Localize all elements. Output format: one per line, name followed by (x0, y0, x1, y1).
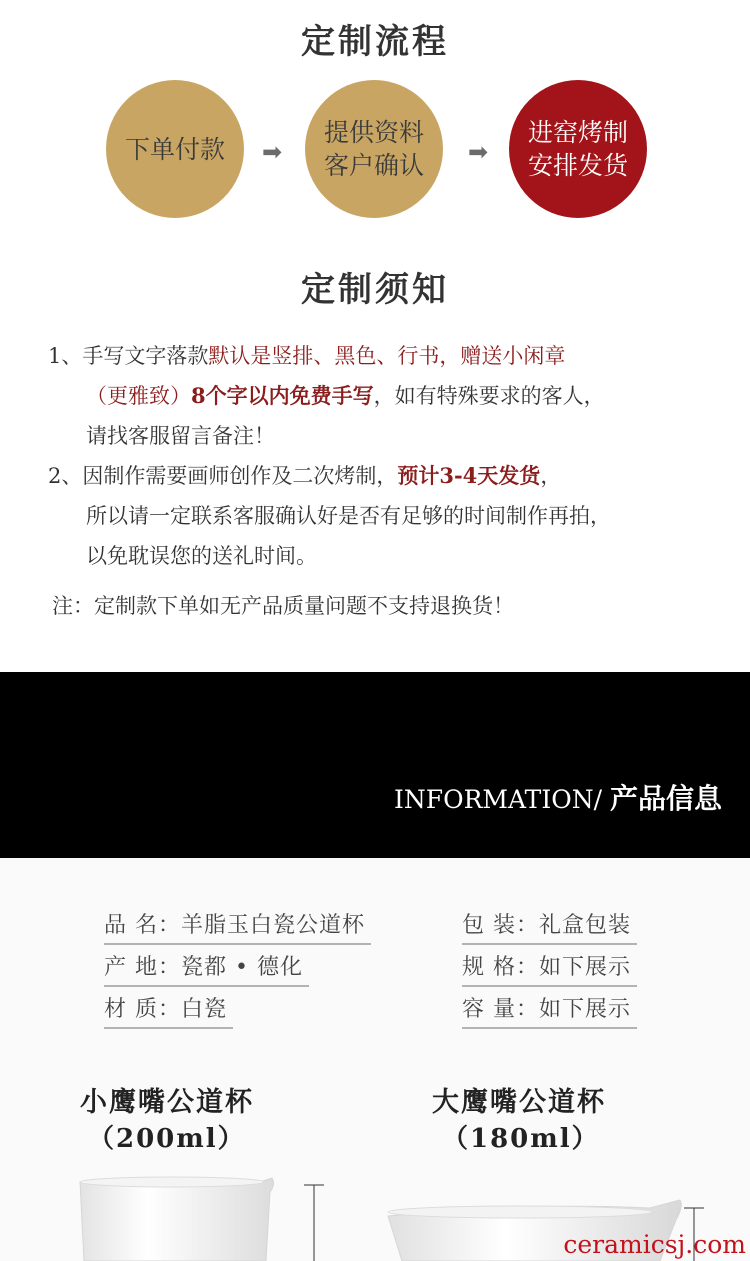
notice-item-2-line-3 (86, 540, 317, 570)
notice-highlight: 默认是竖排、黑色、行书，赠送小闲章 (208, 344, 566, 368)
notice-highlight: （更雅致） (86, 384, 191, 408)
banner-heading (394, 777, 722, 817)
notice-text: ， (540, 464, 562, 488)
step-label: 进窑烤制 (527, 118, 628, 147)
notice-bold-highlight: 预计3-4天发货 (397, 463, 541, 488)
spec-material: 材 质：白瓷 (104, 992, 233, 1029)
notice-text: 请找客服留言备注！ (86, 424, 275, 448)
small-cup-image (60, 1170, 340, 1261)
notice-text: 2、因制作需要画师创作及二次烤制， (48, 464, 398, 488)
step-provide-info (305, 80, 443, 218)
spec-origin: 产 地：瓷都 • 德化 (104, 950, 309, 987)
step-label: 下单付款 (124, 134, 225, 164)
information-banner (0, 672, 750, 858)
step-label: 安排发货 (527, 151, 628, 180)
notice-item-1-line-1 (48, 340, 565, 370)
small-cup-capacity: （200ml） (88, 1124, 246, 1154)
notice-title: 定制须知 (301, 270, 449, 310)
spec-package: 包 装：礼盒包装 (462, 908, 637, 945)
small-cup-name: 小鹰嘴公道杯 (80, 1087, 254, 1118)
step-label: 客户确认 (323, 151, 424, 180)
arrow-right-icon: ➡ (262, 138, 283, 166)
notice-item-1-line-3 (86, 420, 275, 450)
process-title: 定制流程 (301, 22, 449, 62)
spec-name: 品 名：羊脂玉白瓷公道杯 (104, 908, 371, 945)
large-cup-capacity: （180ml） (442, 1124, 600, 1154)
notice-note (52, 590, 514, 620)
site-watermark: ceramicsj.com (563, 1230, 746, 1259)
notice-item-2-line-2 (86, 500, 611, 530)
arrow-right-icon: ➡ (468, 138, 489, 166)
step-order-pay (106, 80, 244, 218)
notice-text: 以免耽误您的送礼时间。 (86, 544, 317, 568)
notice-item-1-line-2 (86, 380, 605, 410)
banner-chinese: 产品信息 (609, 782, 722, 815)
notice-item-2-line-1 (48, 460, 561, 490)
notice-text: ，如有特殊要求的客人， (373, 384, 605, 408)
spec-size: 规 格：如下展示 (462, 950, 637, 987)
step-label: 提供资料 (323, 118, 424, 147)
notice-text: 所以请一定联系客服确认好是否有足够的时间制作再拍， (86, 504, 611, 528)
notice-text: 注：定制款下单如无产品质量问题不支持退换货！ (52, 594, 514, 618)
step-kiln-ship (509, 80, 647, 218)
notice-bold-highlight: 8个字以内免费手写 (191, 383, 374, 408)
spec-capacity: 容 量：如下展示 (462, 992, 637, 1029)
large-cup-name: 大鹰嘴公道杯 (432, 1087, 606, 1118)
banner-english: INFORMATION/ (393, 785, 603, 814)
notice-text: 1、手写文字落款 (48, 344, 209, 368)
